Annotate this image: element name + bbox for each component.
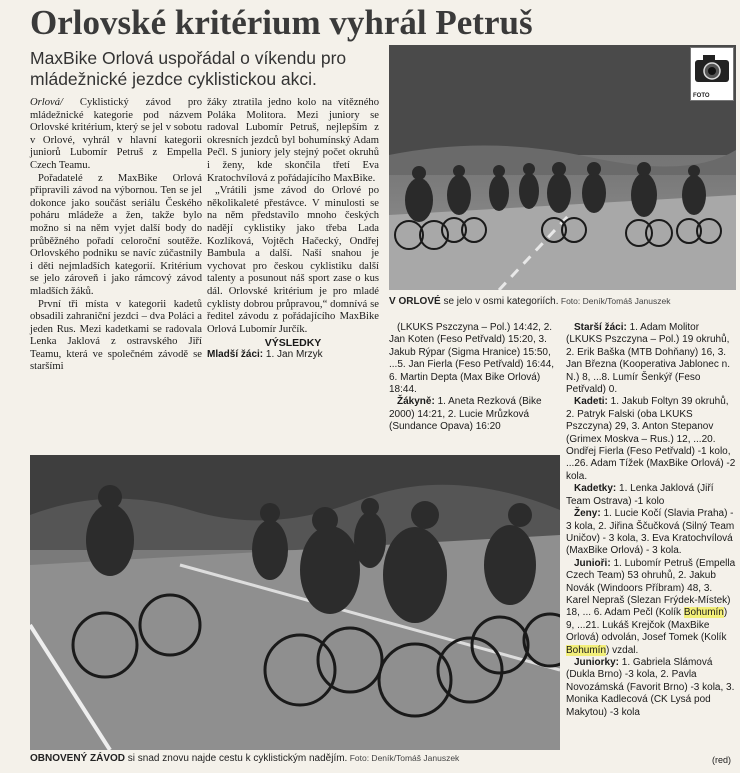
results-column-4 <box>566 322 736 719</box>
results-zakyne <box>389 396 561 433</box>
results-text: 1. Adam Molitor (LKUKS Pszczyna – Pol.) 19 okruhů, 2. Erik Baška (MTB Dohňany) 16, 3. Jan Března (Kooperativa Jablonec n. N.) 8, ...8. Lumír Šenkýř (Feso Petřvald) 0. <box>566 322 730 396</box>
category-label: Kadetky: <box>574 483 617 495</box>
results-text: 1. Jan Mrzyk <box>263 349 323 360</box>
highlight-bohumin: Bohumín <box>683 607 724 619</box>
photo-1-illustration <box>389 45 736 290</box>
camera-icon <box>691 48 733 88</box>
results-zeny <box>566 508 736 558</box>
results-starsi <box>566 322 736 396</box>
highlight-bohumin: Bohumín <box>566 644 607 656</box>
dateline: Orlová/ <box>30 97 63 108</box>
category-label: Kadeti: <box>574 396 608 408</box>
paragraph-1-text: Cyklistický závod pro mládežnické kategorie pod názvem Orlovské kritérium, který se jel v sobotu v Orlové, vyhrál v hlavní kategorii juniorů Lubomír Petruš z Empella Czech Teamu. <box>30 97 202 171</box>
editor-mark: (red) <box>712 755 732 765</box>
paragraph-4: žáky ztratila jedno kolo na vítězného Poláka Molitora. Mezi juniory se radoval Lubomír Petruš, nejlepším z okresních jezdců byl bohumínský Adam Pečl. S juniory jely stejný počet okruhů i ženy, kde skončila třetí Eva Kratochvílová z pořádajícího MaxBike. <box>207 97 379 184</box>
article-column-2 <box>207 97 379 336</box>
results-text: 1. Gabriela Slámová (Dukla Brno) -3 kola, 2. Pavla Novozámská (Favorit Brno) -3 kola, 3. Monika Kadlecová (CK Lysá pod Makytou) -3 kola <box>566 656 735 718</box>
category-label: Starší žáci: <box>574 322 627 333</box>
results-text: 1. Lubomír Petruš (Empella Czech Team) 53 ohruhů, 2. Jakub Novák (Windoors Příbram) 48, 3. Karel Nepraš (Slezan Frýdek-Místek) 18, ... 6. Adam Pečl (Kolík <box>566 557 736 619</box>
caption-2-bold: OBNOVENÝ ZÁVOD <box>30 753 126 764</box>
category-label: Žákyně: <box>397 396 435 408</box>
category-label: Ženy: <box>574 508 601 520</box>
paragraph-1 <box>30 97 202 173</box>
category-label: Mladší žáci: <box>207 349 264 360</box>
caption-1-text: se jelo v osmi kategoriích. <box>440 296 559 307</box>
caption-1-bold: V ORLOVÉ <box>389 296 441 307</box>
results-text: 1. Lenka Jaklová (Jiří Team Ostrava) -1 kolo <box>566 483 714 507</box>
paragraph-3: První tři místa v kategorii kadetů obsadili zahraniční jezdci – dva Poláci a jeden Rus. Mezi kadetkami se radovala Lenka Jaklová z ostravského Jiří Teamu, která ve společném závodě se staršími <box>30 298 202 373</box>
article-column-1 <box>30 97 202 374</box>
results-juniorky <box>566 657 736 719</box>
paragraph-2: Pořadatelé z MaxBike Orlová připravili závod na výbornou. Ten se jel dokonce jako součást seriálu Českého poháru mládeže a žen, takže bylo možno si na něm vyjet další body do průběžného pořadí celoroční soutěže. Orlovského podniku se navíc zúčastnily i děti nejmladších kategorií. Kritérium se jelo zároveň i jako rámcový závod mladších žáků. <box>30 172 202 297</box>
results-text: ) 9, ...21. Lukáš Krejčok (MaxBike Orlová) odvolán, Josef Tomek (Kolík <box>566 607 728 644</box>
caption-1-credit: Foto: Deník/Tomáš Januszek <box>558 296 671 306</box>
results-mladsi-cont: (LKUKS Pszczyna – Pol.) 14:42, 2. Jan Koten (Feso Petřvald) 15:20, 3. Jakub Rýpar (Sigma Hranice) 15:50, ...5. Jan Fierla (Feso Petřvald) 16:44, 6. Martin Depta (Max Bike Orlová) 18:44. <box>389 322 555 396</box>
foto-label: FOTO <box>693 93 710 99</box>
photo-cyclists-peloton <box>30 455 560 750</box>
results-text: 1. Aneta Rezková (Bike 2000) 14:21, 2. Lucie Mrůzková (Sundance Opava) 16:20 <box>389 396 542 433</box>
results-text: 1. Jakub Foltyn 39 okruhů, 2. Patryk Falski (oba LKUKS Pszczyna) 29, 3. Anton Stepanov (Grimex Moskva – Rus.) 12, ...20. Ondřej Fierla (Feso Petřvald) -1 kolo, ...26. Adam Tížek (MaxBike Orlová) -2 kola. <box>566 396 736 482</box>
photo-2-caption <box>30 753 459 764</box>
photo-cyclists-road <box>389 45 736 290</box>
photo-2-illustration <box>30 455 560 750</box>
caption-2-credit: Foto: Deník/Tomáš Januszek <box>347 753 460 763</box>
results-kadetky <box>566 483 736 508</box>
results-heading: VÝSLEDKY <box>264 337 322 349</box>
foto-badge <box>690 47 734 101</box>
results-text: ) vzdal. <box>606 644 639 656</box>
results-kadeti <box>566 396 736 483</box>
paragraph-5: „Vrátili jsme závod do Orlové po několikaleté přestávce. V minulosti se na něm představilo mnoho českých nadějí cyklistiky jako třeba Lada Kozlíková, Vojtěch Hačecký, Ondřej Bambula a další. Naší snahou je vychovat pro českou cyklistiku další talenty a posunout náš sport zase o kus dál. Orlovské kritérium je pro mladé cyklisty dobrou průpravou,“ domnívá se ředitel závodu z pořádajícího MaxBike Orlová Lubomír Jurčík. <box>207 185 379 335</box>
headline: Orlovské kritérium vyhrál Petruš <box>30 3 533 42</box>
category-label: Junioři: <box>574 557 611 569</box>
results-text: 1. Lucie Kočí (Slavia Praha) - 3 kola, 2. Jiřina Ščučková (Silný Team Uničov) - 3 kola, 3. Eva Kratochvílová (MaxBike Orlová) - 3 kola. <box>566 508 735 557</box>
photo-1-caption <box>389 296 670 307</box>
results-juniori <box>566 558 736 657</box>
results-mladsi <box>207 349 379 361</box>
subhead: MaxBike Orlová uspořádal o víkendu pro mládežnické jezdce cyklistickou akci. <box>30 48 347 89</box>
results-column-3 <box>389 322 561 434</box>
caption-2-text: si snad znovu najde cestu k cyklistickým nadějím. <box>125 753 348 764</box>
category-label: Juniorky: <box>574 656 620 668</box>
